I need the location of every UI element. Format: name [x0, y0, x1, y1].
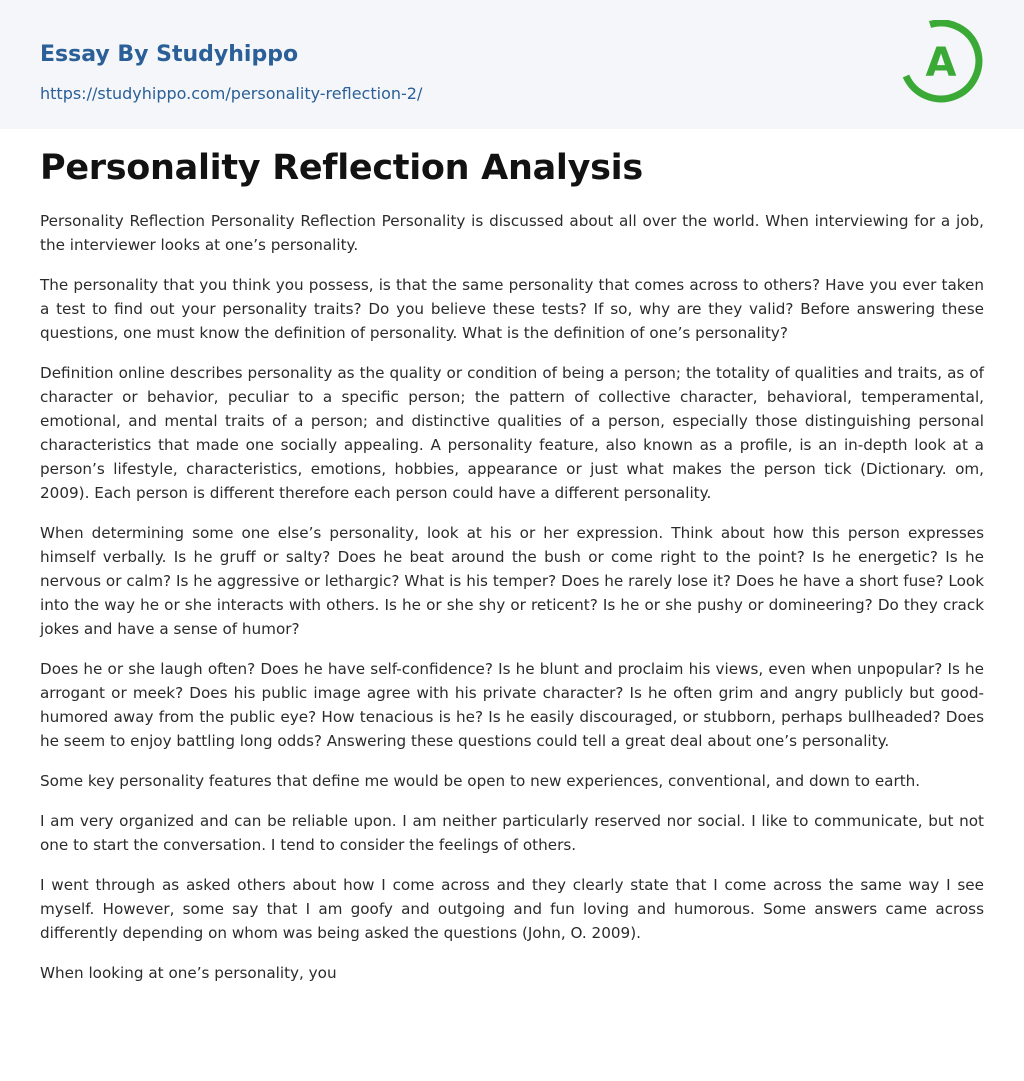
- essay-body: [40, 209, 984, 985]
- paragraph-6: Some key personality features that define me would be open to new experiences, conventional, and down to earth.: [40, 772, 921, 790]
- paragraph-1: Personality Reflection Personality Reflection Personality is discussed about all over the world. When interviewing for a job, the interviewer looks at one’s personality.: [40, 212, 984, 254]
- paragraph-4: When determining some one else’s personality, look at his or her expression. Think about how this person expresses himself verbally. Is he gruff or salty? Does he beat around the bush or come right to the point? Is he energetic? Is he nervous or calm? Is he aggressive or lethargic? What is his temper? Does he rarely lose it? Does he have a short fuse? Look into the way he or she interacts with others. Is he or she shy or reticent? Is he or she pushy or domineering? Do they crack jokes and have a sense of humor?: [40, 524, 984, 638]
- site-header: [0, 0, 1024, 129]
- studyhippo-logo-icon[interactable]: [900, 20, 984, 104]
- paragraph-7: I am very organized and can be reliable upon. I am neither particularly reserved nor social. I like to communicate, but not one to start the conversation. I tend to consider the feelings of others.: [40, 812, 984, 854]
- paragraph-3: Definition online describes personality as the quality or condition of being a person; the totality of qualities and traits, as of character or behavior, peculiar to a specific person; the pattern of collective character, behavioral, temperamental, emotional, and mental traits of a person; and distinctive qualities of a person, especially those distinguishing personal characteristics that made one socially appealing. A personality feature, also known as a profile, is an in-depth look at a person’s lifestyle, characteristics, emotions, hobbies, appearance or just what makes the person tick (Dictionary. om, 2009). Each person is different therefore each person could have a different personality.: [40, 364, 984, 502]
- logo-letter: A: [925, 40, 957, 86]
- essay-url-link[interactable]: https://studyhippo.com/personality-reflection-2/: [40, 84, 423, 103]
- essay-content: [0, 129, 1024, 985]
- brand-link[interactable]: Essay By Studyhippo: [40, 42, 299, 67]
- paragraph-5: Does he or she laugh often? Does he have self-confidence? Is he blunt and proclaim his views, even when unpopular? Is he arrogant or meek? Does his public image agree with his private character? Is he often grim and angry publicly but good-humored away from the public eye? How tenacious is he? Is he easily discouraged, or stubborn, perhaps bullheaded? Does he seem to enjoy battling long odds? Answering these questions could tell a great deal about one’s personality.: [40, 660, 984, 750]
- paragraph-8: I went through as asked others about how I come across and they clearly state that I come across the same way I see myself. However, some say that I am goofy and outgoing and fun loving and humorous. Some answers came across differently depending on whom was being asked the questions (John, O. 2009).: [40, 876, 984, 942]
- paragraph-2: The personality that you think you possess, is that the same personality that comes across to others? Have you ever taken a test to find out your personality traits? Do you believe these tests? If so, why are they valid? Before answering these questions, one must know the definition of personality. What is the definition of one’s personality?: [40, 276, 984, 342]
- page-title: Personality Reflection Analysis: [40, 148, 643, 188]
- paragraph-9: When looking at one’s personality, you: [40, 964, 337, 982]
